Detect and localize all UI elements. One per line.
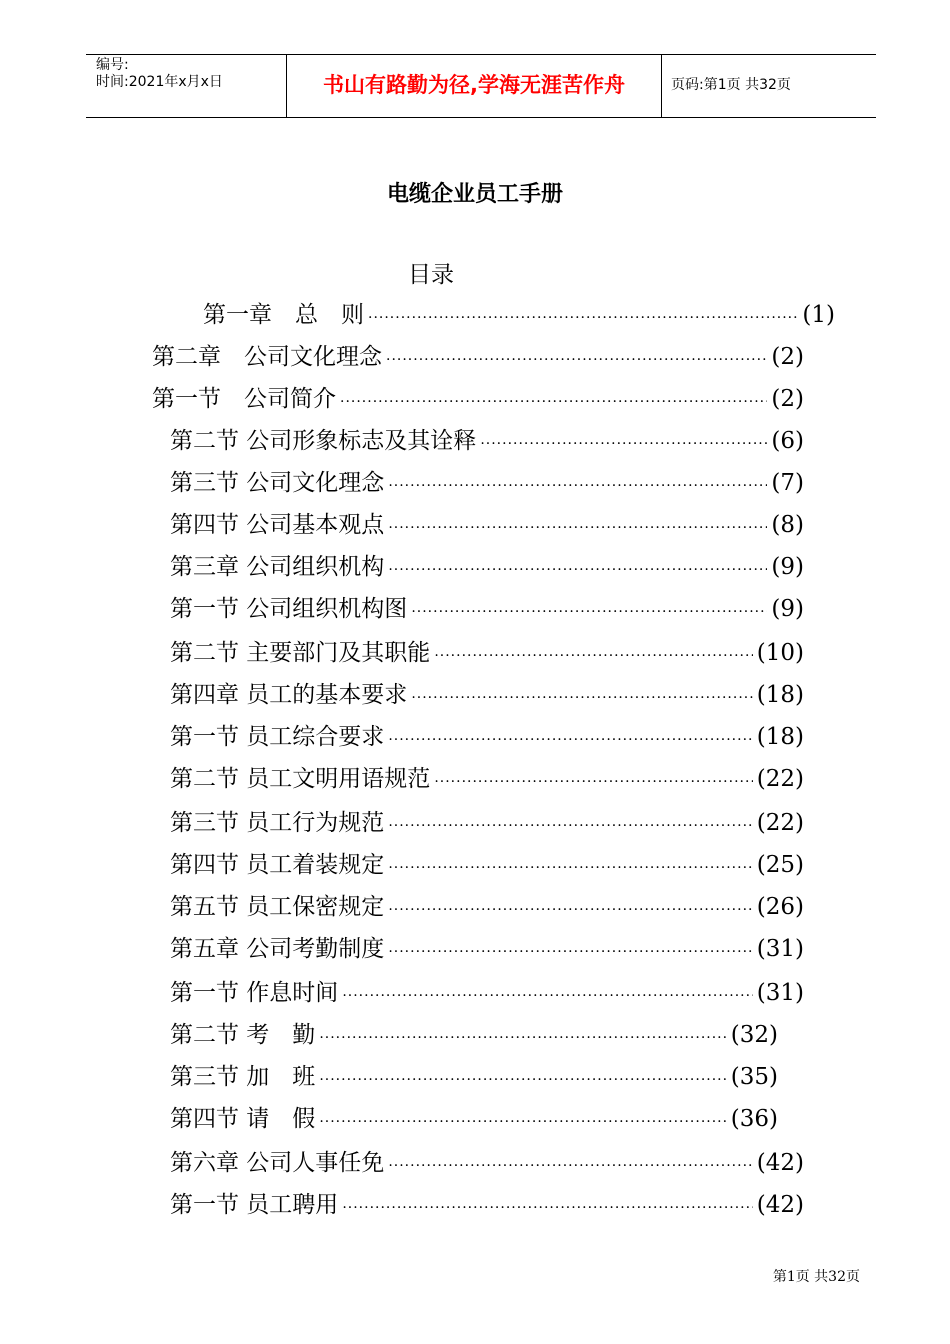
toc-item [170, 636, 804, 670]
toc-item-page: (9) [771, 554, 804, 580]
toc-leader [434, 639, 752, 673]
toc-item [152, 340, 804, 374]
toc-item-page: (7) [771, 470, 804, 496]
toc-item-page: (18) [756, 682, 804, 708]
toc-item [170, 1102, 778, 1136]
toc-leader [342, 979, 752, 1013]
toc-item-page: (2) [771, 386, 804, 412]
toc-item-page: (22) [756, 810, 804, 836]
toc-item-label: 第三节 加 班 [170, 1064, 316, 1090]
toc-item [170, 806, 804, 840]
toc-leader [319, 1063, 726, 1097]
toc-item [170, 1060, 778, 1094]
toc-leader [388, 851, 752, 885]
toc-item-label: 第一节 公司简介 [152, 386, 336, 412]
toc-leader [388, 469, 767, 503]
toc-item-page: (18) [756, 724, 804, 750]
toc-item [170, 424, 804, 458]
toc-item-page: (10) [756, 640, 804, 666]
toc-leader [342, 1191, 752, 1225]
toc-item-label: 第三章 公司组织机构 [170, 554, 385, 580]
toc-item-label: 第四节 公司基本观点 [170, 512, 385, 538]
toc-leader [388, 935, 752, 969]
toc-item-page: (36) [730, 1106, 778, 1132]
toc-item-label: 第二节 员工文明用语规范 [170, 766, 431, 792]
toc-leader [388, 723, 752, 757]
toc-item-label: 第五节 员工保密规定 [170, 894, 385, 920]
toc-item-page: (6) [771, 428, 804, 454]
page-code: 页码:第1页 共32页 [671, 77, 791, 93]
toc-item-page: (31) [756, 980, 804, 1006]
toc-item-label: 第二节 公司形象标志及其诠释 [170, 428, 477, 454]
toc-leader [386, 343, 767, 377]
toc-item-label: 第五章 公司考勤制度 [170, 936, 385, 962]
serial-label: 编号: [96, 57, 129, 73]
toc-item [152, 382, 804, 416]
toc-item-page: (26) [756, 894, 804, 920]
toc-item [170, 1018, 778, 1052]
toc-leader [388, 511, 767, 545]
toc-item [170, 550, 804, 584]
toc-item-page: (9) [771, 596, 804, 622]
toc-leader [411, 595, 767, 629]
toc-item-label: 第一节 员工聘用 [170, 1192, 339, 1218]
toc-item [170, 976, 804, 1010]
toc-item-page: (42) [756, 1192, 804, 1218]
toc-item-label: 第一节 公司组织机构图 [170, 596, 408, 622]
toc-item-label: 第二节 考 勤 [170, 1022, 316, 1048]
toc-item-label: 第二章 公司文化理念 [152, 344, 382, 370]
header-info-cell [86, 55, 286, 117]
toc-item [170, 1188, 804, 1222]
toc-item-page: (1) [802, 302, 835, 328]
toc-item-label: 第一章 总 则 [203, 302, 364, 328]
toc-item [170, 762, 804, 796]
toc-item-page: (25) [756, 852, 804, 878]
toc-leader [319, 1105, 726, 1139]
toc-item-label: 第二节 主要部门及其职能 [170, 640, 431, 666]
toc-leader [340, 385, 767, 419]
toc-item-label: 第一节 员工综合要求 [170, 724, 385, 750]
toc-leader [434, 765, 752, 799]
toc-item-label: 第四章 员工的基本要求 [170, 682, 408, 708]
toc-item [170, 932, 804, 966]
toc-item-page: (8) [771, 512, 804, 538]
toc-item-page: (22) [756, 766, 804, 792]
toc-leader [388, 553, 767, 587]
toc-leader [319, 1021, 726, 1055]
toc-item-label: 第四节 员工着装规定 [170, 852, 385, 878]
document-title: 电缆企业员工手册 [386, 182, 563, 207]
toc-item-page: (2) [771, 344, 804, 370]
toc-leader [388, 809, 752, 843]
toc-leader [388, 1149, 752, 1183]
toc-item-page: (35) [730, 1064, 778, 1090]
header-page-cell [661, 55, 876, 117]
toc-item-page: (31) [756, 936, 804, 962]
toc-item-label: 第四节 请 假 [170, 1106, 316, 1132]
page-header [86, 54, 876, 118]
toc-item-page: (42) [756, 1150, 804, 1176]
toc-item [170, 890, 804, 924]
toc-item [170, 592, 804, 626]
toc-heading: 目录 [408, 262, 454, 288]
toc-item [170, 848, 804, 882]
toc-item [170, 1146, 804, 1180]
toc-item [170, 720, 804, 754]
toc-leader [411, 681, 752, 715]
toc-item-label: 第六章 公司人事任免 [170, 1150, 385, 1176]
header-motto-cell [286, 55, 662, 117]
toc-leader [480, 427, 767, 461]
toc-item [170, 508, 804, 542]
toc-leader [388, 893, 752, 927]
toc-item [203, 298, 835, 332]
toc-item [170, 678, 804, 712]
toc-leader [368, 301, 798, 335]
page-footer: 第1页 共32页 [772, 1269, 860, 1285]
toc-item-page: (32) [730, 1022, 778, 1048]
toc-item-label: 第一节 作息时间 [170, 980, 339, 1006]
toc-item-label: 第三节 员工行为规范 [170, 810, 385, 836]
motto-text: 书山有路勤为径,学海无涯苦作舟 [323, 73, 625, 97]
time-label: 时间:2021年x月x日 [96, 74, 223, 90]
toc-item-label: 第三节 公司文化理念 [170, 470, 385, 496]
toc-item [170, 466, 804, 500]
